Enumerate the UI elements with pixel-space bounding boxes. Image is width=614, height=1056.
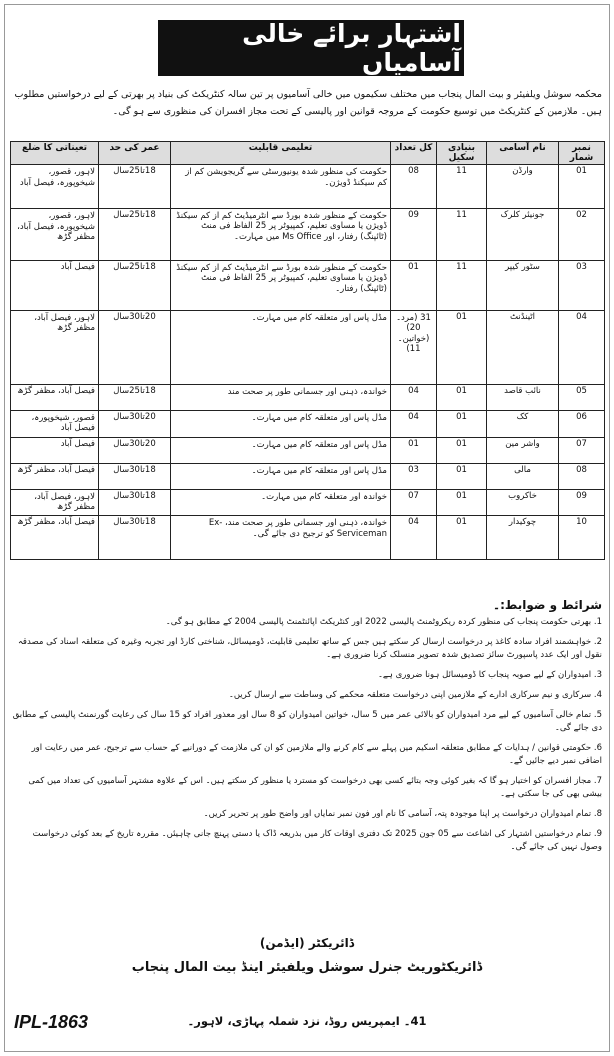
cell-qualification: مڈل پاس اور متعلقہ کام میں مہارت۔	[171, 438, 391, 464]
table-row	[11, 438, 605, 464]
cell-qualification: حکومت کی منظور شدہ یونیورسٹی سے گریجویشن کم از کم سیکنڈ ڈویژن۔	[171, 165, 391, 209]
cell-scale: 01	[437, 490, 487, 516]
cell-serial: 05	[559, 385, 605, 411]
table-row	[11, 261, 605, 311]
cell-qualification: حکومت کے منظور شدہ بورڈ سے انٹرمیڈیٹ کم از کم سیکنڈ ڈویژن یا مساوی تعلیم، کمپیوٹر پر 25 الفاظ فی منٹ (ٹائپنگ) رفتار۔	[171, 261, 391, 311]
col-header-scale: بنیادی سکیل	[437, 142, 487, 165]
condition-item: 7. مجاز افسران کو اختیار ہو گا کہ بغیر کوئی وجہ بتائے کسی بھی درخواست کو مسترد یا منظور کر سکتے ہیں۔ اس کے علاوہ مشتہر آسامیوں کی تعداد میں کمی بیشی بھی کی جا سکتی ہے۔	[28, 776, 602, 799]
cell-district: فیصل آباد	[11, 261, 99, 311]
cell-qualification: مڈل پاس اور متعلقہ کام میں مہارت۔	[171, 411, 391, 438]
cell-count: 04	[391, 385, 437, 411]
cell-serial: 10	[559, 516, 605, 560]
cell-age: 20تا30سال	[99, 411, 171, 438]
table-header-row	[11, 142, 605, 165]
cell-post: واشر مین	[487, 438, 559, 464]
cell-post: خاکروب	[487, 490, 559, 516]
terms-and-conditions	[12, 598, 602, 861]
cell-post: سٹور کیپر	[487, 261, 559, 311]
cell-post: چوکیدار	[487, 516, 559, 560]
condition-item: 5. تمام خالی آسامیوں کے لیے مرد امیدواران کو بالائی عمر میں 5 سال، خواتین امیدواران کو 8 سال اور معذور افراد کو 15 سال کی رعایت گورنمنٹ پالیسی کے مطابق دی جائے گی۔	[12, 710, 602, 733]
organization-address: 41۔ ایمپریس روڈ، نزد شملہ پہاڑی، لاہور۔	[187, 1014, 427, 1028]
cell-count: 31 (مرد۔20) (خواتین۔11)	[391, 311, 437, 385]
condition-item: 2. خواہشمند افراد سادہ کاغذ پر درخواست ارسال کر سکتے ہیں جس کے ساتھ تعلیمی قابلیت، ڈومیسائل، شناختی کارڈ اور تجربہ وغیرہ کی متعلقہ اسناد کی مصدقہ نقول اور ایک عدد پاسپورٹ سائز تصدیق شدہ تصویر منسلک کرنا ضروری ہے۔	[17, 637, 602, 660]
table-row	[11, 411, 605, 438]
cell-serial: 09	[559, 490, 605, 516]
col-header-age: عمر کی حد	[99, 142, 171, 165]
cell-scale: 01	[437, 438, 487, 464]
cell-post: جونیئر کلرک	[487, 209, 559, 261]
cell-district: فیصل آباد	[11, 438, 99, 464]
cell-serial: 01	[559, 165, 605, 209]
col-header-post: نام آسامی	[487, 142, 559, 165]
col-header-qualification: تعلیمی قابلیت	[171, 142, 391, 165]
cell-qualification: مڈل پاس اور متعلقہ کام میں مہارت۔	[171, 464, 391, 490]
cell-count: 01	[391, 438, 437, 464]
ad-title: اشتہار برائے خالی آسامیاں	[158, 20, 464, 76]
cell-count: 04	[391, 411, 437, 438]
cell-count: 03	[391, 464, 437, 490]
cell-qualification: خواندہ، ذہنی اور جسمانی طور پر صحت مند	[171, 385, 391, 411]
cell-age: 18تا30سال	[99, 516, 171, 560]
col-header-count: کل تعداد	[391, 142, 437, 165]
cell-scale: 01	[437, 411, 487, 438]
table-row	[11, 165, 605, 209]
cell-scale: 01	[437, 311, 487, 385]
table-row	[11, 464, 605, 490]
conditions-list	[12, 616, 602, 854]
cell-age: 18تا25سال	[99, 209, 171, 261]
cell-serial: 07	[559, 438, 605, 464]
signatory-title: ڈائریکٹر (ایڈمن)	[259, 936, 355, 950]
cell-post: اٹینڈنٹ	[487, 311, 559, 385]
table-row	[11, 385, 605, 411]
cell-district: لاہور، قصور، شیخوپورہ، فیصل آباد	[11, 165, 99, 209]
cell-post: وارڈن	[487, 165, 559, 209]
cell-age: 18تا25سال	[99, 261, 171, 311]
col-header-district: تعیناتی کا ضلع	[11, 142, 99, 165]
cell-serial: 02	[559, 209, 605, 261]
cell-post: نائب قاصد	[487, 385, 559, 411]
condition-item: 3. امیدواران کے لیے صوبہ پنجاب کا ڈومیسائل ہونا ضروری ہے۔	[377, 670, 602, 680]
cell-qualification: خواندہ، ذہنی اور جسمانی طور پر صحت مند، Ex-Serviceman کو ترجیح دی جائے گی۔	[171, 516, 391, 560]
cell-serial: 06	[559, 411, 605, 438]
cell-age: 18تا30سال	[99, 490, 171, 516]
condition-item: 1. بھرتی حکومت پنجاب کی منظور کردہ ریکروٹمنٹ پالیسی 2022 اور کنٹریکٹ اپائنٹمنٹ پالیسی 2004 کے مطابق ہو گی۔	[165, 617, 602, 627]
cell-district: لاہور، فیصل آباد، مظفر گڑھ	[11, 490, 99, 516]
cell-count: 01	[391, 261, 437, 311]
cell-district: فیصل آباد، مظفر گڑھ	[11, 516, 99, 560]
condition-item: 4. سرکاری و نیم سرکاری ادارے کے ملازمین اپنی درخواست متعلقہ محکمے کی وساطت سے ارسال کریں۔	[228, 690, 602, 700]
cell-qualification: حکومت کے منظور شدہ بورڈ سے انٹرمیڈیٹ کم از کم سیکنڈ ڈویژن یا مساوی تعلیم، کمپیوٹر پر 25 الفاظ فی منٹ (ٹائپنگ) رفتار، اور Ms Office میں مہارت۔	[171, 209, 391, 261]
cell-age: 20تا30سال	[99, 311, 171, 385]
cell-age: 18تا30سال	[99, 464, 171, 490]
cell-scale: 01	[437, 385, 487, 411]
cell-qualification: مڈل پاس اور متعلقہ کام میں مہارت۔	[171, 311, 391, 385]
cell-scale: 11	[437, 209, 487, 261]
cell-serial: 03	[559, 261, 605, 311]
cell-count: 04	[391, 516, 437, 560]
cell-district: فیصل آباد، مظفر گڑھ	[11, 464, 99, 490]
cell-serial: 04	[559, 311, 605, 385]
cell-count: 08	[391, 165, 437, 209]
table-row	[11, 490, 605, 516]
cell-count: 07	[391, 490, 437, 516]
cell-count: 09	[391, 209, 437, 261]
cell-post: مالی	[487, 464, 559, 490]
cell-age: 18تا25سال	[99, 385, 171, 411]
condition-item: 6. حکومتی قوانین / ہدایات کے مطابق متعلقہ اسکیم میں پہلے سے کام کرنے والے ملازمین کو ان کی ملازمت کے دورانیے کے حساب سے ترجیح، عمر میں رعایت اور اضافی نمبر دیے جائیں گے۔	[31, 743, 602, 766]
cell-scale: 11	[437, 165, 487, 209]
condition-item: 8. تمام امیدواران درخواست پر اپنا موجودہ پتہ، آسامی کا نام اور فون نمبر نمایاں اور واضح طور پر تحریر کریں۔	[203, 809, 602, 819]
intro-paragraph: محکمہ سوشل ویلفیئر و بیت المال پنجاب میں مختلف سکیموں میں خالی آسامیوں پر تین سالہ کنٹریکٹ کی بنیاد پر بھرتی کے لیے درخواستیں مطلوب ہیں۔ ملازمین کے کنٹریکٹ میں توسیع حکومت کے مروجہ قوانین اور پالیسی کے تحت مجاز افسران کی منظوری سے ہو گی۔	[14, 89, 602, 117]
cell-post: کک	[487, 411, 559, 438]
conditions-title: شرائط و ضوابط:۔	[493, 598, 602, 612]
cell-district: لاہور، فیصل آباد، مظفر گڑھ	[11, 311, 99, 385]
cell-age: 18تا25سال	[99, 165, 171, 209]
cell-district: لاہور، قصور، شیخوپورہ، فیصل آباد، مظفر گڑھ	[11, 209, 99, 261]
cell-scale: 01	[437, 464, 487, 490]
table-row	[11, 516, 605, 560]
cell-district: فیصل آباد، مظفر گڑھ	[11, 385, 99, 411]
ipl-number: IPL-1863	[14, 1012, 89, 1032]
condition-item: 9. تمام درخواستیں اشتہار کی اشاعت سے 05 جون 2025 تک دفتری اوقات کار میں بذریعہ ڈاک یا دستی پہنچ جانی چاہیئں۔ مقررہ تاریخ کے بعد کوئی درخواست وصول نہیں کی جائے گی۔	[32, 829, 602, 852]
cell-age: 20تا30سال	[99, 438, 171, 464]
cell-qualification: خواندہ اور متعلقہ کام میں مہارت۔	[171, 490, 391, 516]
col-header-serial: نمبر شمار	[559, 142, 605, 165]
cell-scale: 11	[437, 261, 487, 311]
issuing-organization: ڈائریکٹوریٹ جنرل سوشل ویلفیئر اینڈ بیت المال پنجاب	[131, 960, 483, 975]
vacancies-table	[10, 141, 605, 560]
table-row	[11, 311, 605, 385]
cell-scale: 01	[437, 516, 487, 560]
cell-serial: 08	[559, 464, 605, 490]
cell-district: قصور، شیخوپورہ، فیصل آباد	[11, 411, 99, 438]
table-row	[11, 209, 605, 261]
